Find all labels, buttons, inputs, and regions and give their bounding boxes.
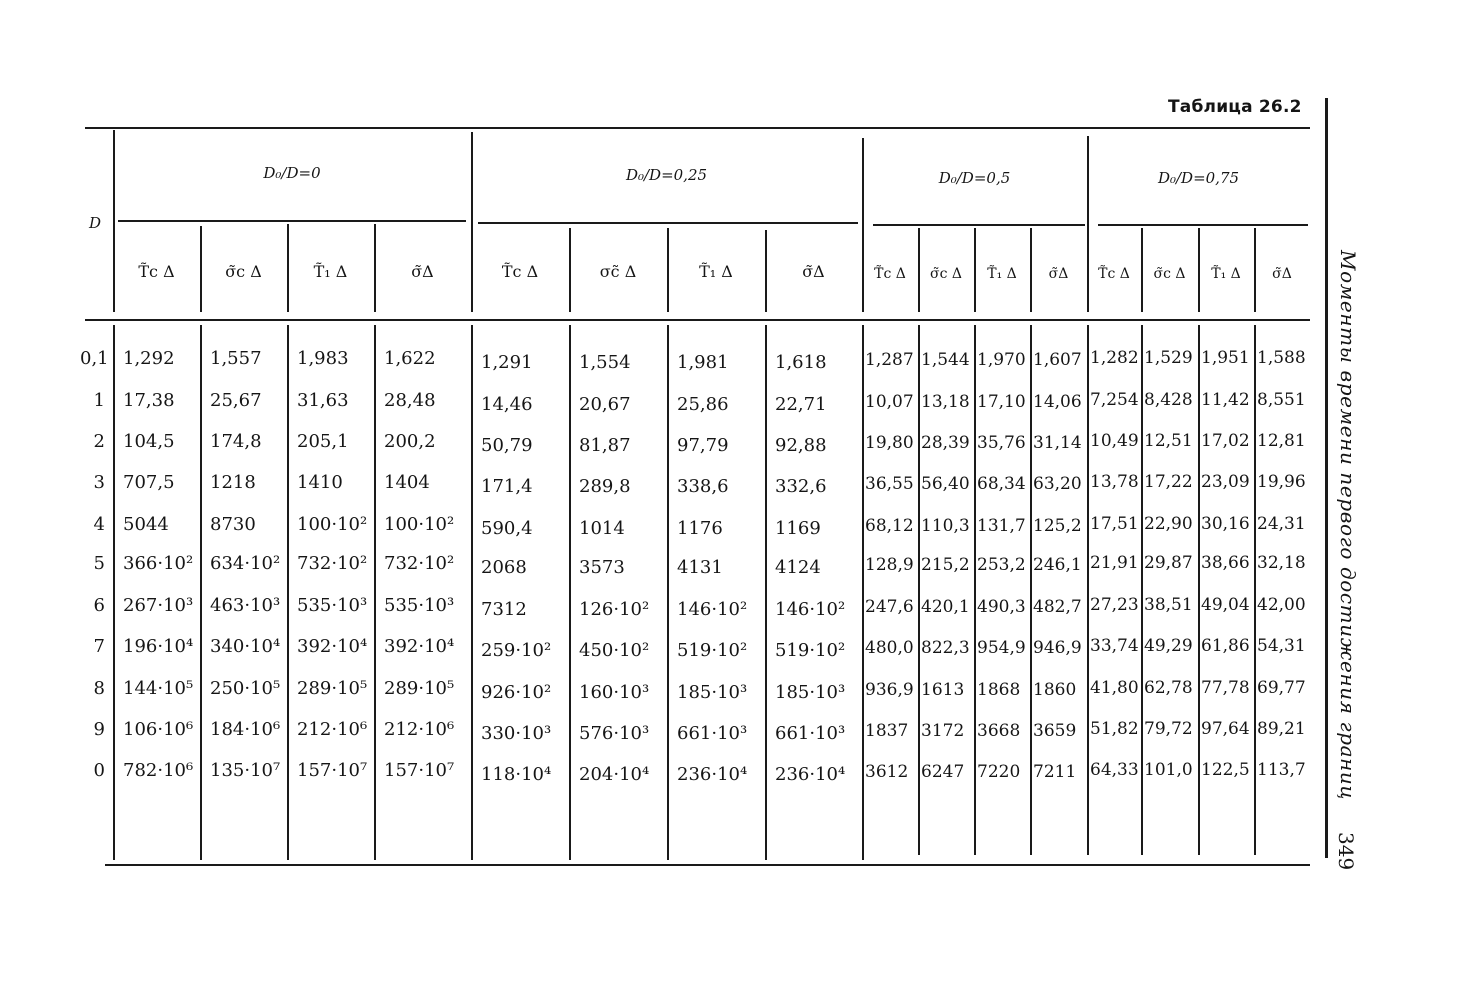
table-cell: 101,0 [1144, 760, 1193, 780]
table-cell: 519·10² [775, 640, 846, 661]
table-cell: 3659 [1033, 721, 1077, 741]
table-cell: 14,46 [481, 394, 533, 415]
table-cell: 31,63 [297, 390, 349, 411]
table-cell: 41,80 [1090, 678, 1139, 698]
table-cell: 366·10² [123, 553, 194, 574]
table-cell: 79,72 [1144, 719, 1193, 739]
row-label: 8 [93, 678, 105, 699]
table-cell: 30,16 [1201, 514, 1250, 534]
column-header-2-3: σ̃Δ [1048, 266, 1069, 282]
table-cell: 4131 [677, 557, 723, 578]
table-cell: 69,77 [1257, 678, 1306, 698]
column-header-0-0: T̃c Δ [138, 262, 175, 281]
col-divider-body-1 [200, 325, 202, 860]
table-cell: 196·10⁴ [123, 636, 194, 657]
table-cell: 1,607 [1033, 350, 1082, 370]
table-cell: 519·10² [677, 640, 748, 661]
table-cell: 14,06 [1033, 392, 1082, 412]
column-header-0-1: σ̃c Δ [225, 262, 262, 281]
table-cell: 17,38 [123, 390, 175, 411]
column-header-1-3: σ̃Δ [802, 262, 825, 281]
row-label: 5 [93, 553, 105, 574]
table-cell: 28,39 [921, 433, 970, 453]
table-cell: 1,282 [1090, 348, 1139, 368]
table-cell: 634·10² [210, 553, 281, 574]
table-cell: 330·10³ [481, 723, 552, 744]
table-cell: 392·10⁴ [297, 636, 368, 657]
table-cell: 205,1 [297, 431, 349, 452]
table-cell: 185·10³ [677, 682, 748, 703]
table-cell: 22,71 [775, 394, 827, 415]
table-cell: 936,9 [865, 680, 914, 700]
column-header-2-2: T̃₁ Δ [987, 266, 1017, 282]
table-cell: 33,74 [1090, 636, 1139, 656]
table-cell: 246,1 [1033, 555, 1082, 575]
table-cell: 157·10⁷ [297, 760, 368, 781]
table-cell: 1860 [1033, 680, 1077, 700]
table-cell: 450·10² [579, 640, 650, 661]
table-cell: 576·10³ [579, 723, 650, 744]
column-header-2-1: σ̃c Δ [930, 266, 962, 282]
table-cell: 267·10³ [123, 595, 194, 616]
table-cell: 332,6 [775, 476, 827, 497]
row-label: 4 [93, 514, 105, 535]
table-cell: 7312 [481, 599, 527, 620]
table-cell: 19,96 [1257, 472, 1306, 492]
table-cell: 62,78 [1144, 678, 1193, 698]
table-cell: 38,66 [1201, 553, 1250, 573]
table-cell: 81,87 [579, 435, 631, 456]
table-cell: 122,5 [1201, 760, 1250, 780]
table-cell: 12,51 [1144, 431, 1193, 451]
row-label: 3 [93, 472, 105, 493]
col-divider-body-10 [974, 325, 976, 855]
table-cell: 97,79 [677, 435, 729, 456]
table-cell: 247,6 [865, 597, 914, 617]
table-cell: 338,6 [677, 476, 729, 497]
table-cell: 3612 [865, 762, 909, 782]
table-cell: 10,49 [1090, 431, 1139, 451]
table-cell: 1176 [677, 518, 723, 539]
table-cell: 535·10³ [297, 595, 368, 616]
table-cell: 24,31 [1257, 514, 1306, 534]
table-cell: 61,86 [1201, 636, 1250, 656]
table-cell: 1,291 [481, 352, 533, 373]
table-cell: 1,622 [384, 348, 436, 369]
table-cell: 1,292 [123, 348, 175, 369]
table-cell: 126·10² [579, 599, 650, 620]
table-cell: 68,12 [865, 516, 914, 536]
running-head: Моменты времени первого достижения границ [1336, 250, 1360, 800]
column-header-3-2: T̃₁ Δ [1211, 266, 1241, 282]
table-cell: 590,4 [481, 518, 533, 539]
table-cell: 25,86 [677, 394, 729, 415]
table-cell: 56,40 [921, 474, 970, 494]
group-rule-2 [478, 222, 858, 224]
table-cell: 732·10² [297, 553, 368, 574]
row-label: 7 [93, 636, 105, 657]
table-cell: 253,2 [977, 555, 1026, 575]
table-cell: 5044 [123, 514, 169, 535]
table-cell: 289,8 [579, 476, 631, 497]
group-header-2: D₀/D=0,5 [938, 169, 1011, 187]
table-cell: 23,09 [1201, 472, 1250, 492]
col-divider-body-9 [918, 325, 920, 855]
table-cell: 22,90 [1144, 514, 1193, 534]
table-cell: 289·10⁵ [297, 678, 368, 699]
table-cell: 822,3 [921, 638, 970, 658]
table-cell: 106·10⁶ [123, 719, 194, 740]
table-cell: 1404 [384, 472, 430, 493]
table-title: Таблица 26.2 [1168, 97, 1302, 117]
table-cell: 732·10² [384, 553, 455, 574]
table-cell: 31,14 [1033, 433, 1082, 453]
table-cell: 171,4 [481, 476, 533, 497]
table-cell: 1868 [977, 680, 1021, 700]
bottom-rule [105, 864, 1310, 866]
row-label: 0,1 [80, 348, 109, 369]
column-header-3-0: T̃c Δ [1098, 266, 1130, 282]
table-cell: 200,2 [384, 431, 436, 452]
column-header-0-3: σ̃Δ [411, 262, 434, 281]
table-cell: 113,7 [1257, 760, 1306, 780]
table-cell: 100·10² [384, 514, 455, 535]
table-cell: 8,551 [1257, 390, 1306, 410]
col-divider-body-8 [862, 325, 864, 860]
col-divider-body-12 [1087, 325, 1089, 855]
table-cell: 174,8 [210, 431, 262, 452]
table-cell: 77,78 [1201, 678, 1250, 698]
table-cell: 250·10⁵ [210, 678, 281, 699]
table-cell: 38,51 [1144, 595, 1193, 615]
table-cell: 1,981 [677, 352, 729, 373]
table-cell: 946,9 [1033, 638, 1082, 658]
table-cell: 7,254 [1090, 390, 1139, 410]
col-divider-body-3 [374, 325, 376, 860]
table-cell: 118·10⁴ [481, 764, 552, 785]
group-rule-4 [1098, 224, 1308, 226]
row-label: 0 [93, 760, 105, 781]
table-cell: 1,588 [1257, 348, 1306, 368]
header-rule [85, 319, 1310, 321]
col-divider-body-11 [1030, 325, 1032, 855]
table-cell: 135·10⁷ [210, 760, 281, 781]
table-cell: 259·10² [481, 640, 552, 661]
col-divider-body-15 [1254, 325, 1256, 855]
group-header-0: D₀/D=0 [263, 164, 321, 182]
table-cell: 420,1 [921, 597, 970, 617]
table-cell: 10,07 [865, 392, 914, 412]
table-cell: 1613 [921, 680, 965, 700]
table-cell: 185·10³ [775, 682, 846, 703]
table-cell: 146·10² [677, 599, 748, 620]
col-divider-body-13 [1141, 325, 1143, 855]
col-divider-body-2 [287, 325, 289, 860]
table-cell: 236·10⁴ [775, 764, 846, 785]
row-label: 6 [93, 595, 105, 616]
table-cell: 236·10⁴ [677, 764, 748, 785]
col-divider-body-6 [667, 325, 669, 860]
table-cell: 1,618 [775, 352, 827, 373]
table-cell: 51,82 [1090, 719, 1139, 739]
table-cell: 392·10⁴ [384, 636, 455, 657]
table-cell: 49,04 [1201, 595, 1250, 615]
group-header-3: D₀/D=0,75 [1157, 169, 1240, 187]
table-cell: 463·10³ [210, 595, 281, 616]
table-cell: 926·10² [481, 682, 552, 703]
table-cell: 17,02 [1201, 431, 1250, 451]
table-cell: 661·10³ [677, 723, 748, 744]
table-cell: 289·10⁵ [384, 678, 455, 699]
table-cell: 1,951 [1201, 348, 1250, 368]
column-header-1-2: T̃₁ Δ [699, 262, 733, 281]
column-header-1-0: T̃c Δ [501, 262, 539, 281]
table-cell: 146·10² [775, 599, 846, 620]
column-header-0-2: T̃₁ Δ [313, 262, 348, 281]
table-cell: 1218 [210, 472, 256, 493]
table-cell: 1014 [579, 518, 625, 539]
table-cell: 17,10 [977, 392, 1026, 412]
table-cell: 19,80 [865, 433, 914, 453]
table-cell: 3573 [579, 557, 625, 578]
table-cell: 100·10² [297, 514, 368, 535]
table-cell: 125,2 [1033, 516, 1082, 536]
table-cell: 480,0 [865, 638, 914, 658]
table-cell: 8730 [210, 514, 256, 535]
table-cell: 12,81 [1257, 431, 1306, 451]
table-cell: 212·10⁶ [384, 719, 455, 740]
table-cell: 184·10⁶ [210, 719, 281, 740]
table-cell: 36,55 [865, 474, 914, 494]
table-cell: 29,87 [1144, 553, 1193, 573]
table-cell: 6247 [921, 762, 965, 782]
top-rule [85, 127, 1310, 129]
table-cell: 340·10⁴ [210, 636, 281, 657]
col-divider-head-4 [471, 132, 473, 312]
table-cell: 144·10⁵ [123, 678, 194, 699]
col-divider-head-0 [113, 130, 115, 312]
table-cell: 25,67 [210, 390, 262, 411]
table-cell: 3668 [977, 721, 1021, 741]
table-cell: 1,557 [210, 348, 262, 369]
table-cell: 64,33 [1090, 760, 1139, 780]
table-cell: 157·10⁷ [384, 760, 455, 781]
col-divider-body-14 [1198, 325, 1200, 855]
table-cell: 104,5 [123, 431, 175, 452]
column-header-2-0: T̃c Δ [874, 266, 906, 282]
table-cell: 1,529 [1144, 348, 1193, 368]
table-cell: 89,21 [1257, 719, 1306, 739]
table-cell: 13,78 [1090, 472, 1139, 492]
column-header-3-1: σ̃c Δ [1153, 266, 1186, 282]
table-cell: 50,79 [481, 435, 533, 456]
table-cell: 482,7 [1033, 597, 1082, 617]
table-cell: 1,287 [865, 350, 914, 370]
table-cell: 7220 [977, 762, 1021, 782]
table-cell: 1,983 [297, 348, 349, 369]
col-divider-head-12 [1087, 136, 1089, 312]
table-cell: 3172 [921, 721, 965, 741]
table-cell: 92,88 [775, 435, 827, 456]
table-cell: 7211 [1033, 762, 1077, 782]
group-rule-1 [118, 220, 466, 222]
col-divider-body-0 [113, 325, 115, 860]
table-cell: 1169 [775, 518, 821, 539]
table-cell: 97,64 [1201, 719, 1250, 739]
page-number: 349 [1334, 832, 1358, 871]
col-divider-body-7 [765, 325, 767, 860]
table-cell: 1410 [297, 472, 343, 493]
column-header-1-1: σc̃ Δ [599, 262, 637, 281]
table-cell: 1,544 [921, 350, 970, 370]
table-cell: 707,5 [123, 472, 175, 493]
table-cell: 17,22 [1144, 472, 1193, 492]
table-cell: 2068 [481, 557, 527, 578]
table-cell: 49,29 [1144, 636, 1193, 656]
table-cell: 13,18 [921, 392, 970, 412]
table-cell: 28,48 [384, 390, 436, 411]
group-header-1: D₀/D=0,25 [625, 166, 708, 184]
column-header-3-3: σ̃Δ [1272, 266, 1292, 282]
table-cell: 490,3 [977, 597, 1026, 617]
table-cell: 782·10⁶ [123, 760, 194, 781]
side-rule [1325, 98, 1328, 858]
table-cell: 1,554 [579, 352, 631, 373]
table-cell: 110,3 [921, 516, 970, 536]
table-cell: 661·10³ [775, 723, 846, 744]
table-cell: 4124 [775, 557, 821, 578]
col-divider-body-5 [569, 325, 571, 860]
table-cell: 17,51 [1090, 514, 1139, 534]
table-cell: 1,970 [977, 350, 1026, 370]
table-cell: 35,76 [977, 433, 1026, 453]
table-cell: 11,42 [1201, 390, 1250, 410]
table-cell: 215,2 [921, 555, 970, 575]
table-cell: 68,34 [977, 474, 1026, 494]
table-cell: 160·10³ [579, 682, 650, 703]
row-label: 2 [93, 431, 105, 452]
group-rule-3 [873, 224, 1085, 226]
table-cell: 63,20 [1033, 474, 1082, 494]
table-cell: 20,67 [579, 394, 631, 415]
table-cell: 212·10⁶ [297, 719, 368, 740]
table-cell: 128,9 [865, 555, 914, 575]
table-cell: 204·10⁴ [579, 764, 650, 785]
table-cell: 32,18 [1257, 553, 1306, 573]
table-cell: 8,428 [1144, 390, 1193, 410]
table-cell: 535·10³ [384, 595, 455, 616]
table-cell: 1837 [865, 721, 909, 741]
table-cell: 54,31 [1257, 636, 1306, 656]
table-cell: 27,23 [1090, 595, 1139, 615]
col-divider-head-8 [862, 138, 864, 312]
table-cell: 21,91 [1090, 553, 1139, 573]
table-cell: 954,9 [977, 638, 1026, 658]
row-header-label: D [89, 214, 102, 232]
row-label: 1 [93, 390, 105, 411]
table-cell: 42,00 [1257, 595, 1306, 615]
row-label: 9 [93, 719, 105, 740]
col-divider-body-4 [471, 325, 473, 860]
table-cell: 131,7 [977, 516, 1026, 536]
